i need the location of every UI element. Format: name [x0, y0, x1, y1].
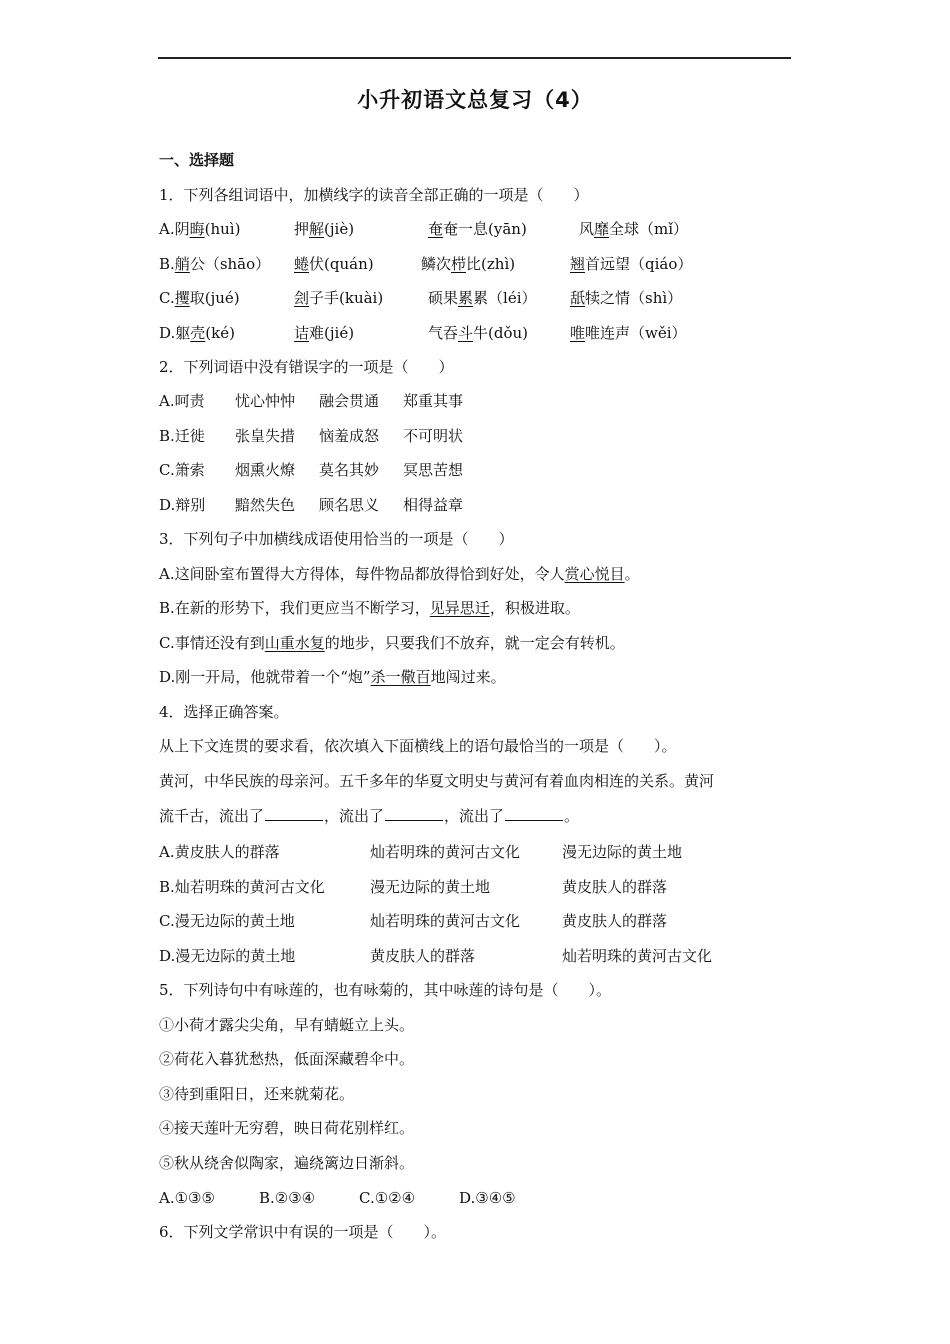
q4-option-b: B.灿若明珠的黄河古文化 漫无边际的黄土地 黄皮肤人的群落	[159, 878, 668, 896]
q3-option-c: C.事情还没有到山重水复的地步，只要我们不放弃，就一定会有转机。	[159, 634, 625, 652]
q3-option-a: A.这间卧室布置得大方得体，每件物品都放得恰到好处，令人赏心悦目。	[159, 565, 640, 583]
q6-stem: 6．下列文学常识中有误的一项是（ ）。	[159, 1223, 447, 1241]
q1-stem: 1．下列各组词语中，加横线字的读音全部正确的一项是（ ）	[159, 186, 589, 204]
q2-stem: 2．下列词语中没有错误字的一项是（ ）	[159, 358, 454, 376]
q5-poem-line: ⑤秋从绕舍似陶家，遍绕篱边日渐斜。	[159, 1154, 415, 1172]
q3-option-b: B.在新的形势下，我们更应当不断学习，见异思迁，积极进取。	[159, 599, 580, 617]
q5-poem-line: ①小荷才露尖尖角，早有蜻蜓立上头。	[159, 1016, 415, 1034]
q1-option-d: D.躯壳(ké) 诘难(jié) 气吞斗牛(dǒu) 唯唯连声（wěi）	[159, 324, 687, 342]
q5-poem-line: ④接天莲叶无穷碧，映日荷花别样红。	[159, 1119, 415, 1137]
q1-option-b: B.艄公（shāo） 蜷伏(quán) 鳞次栉比(zhì) 翘首远望（qiáo）	[159, 255, 693, 273]
q4-passage-line-1: 黄河，中华民族的母亲河。五千多年的华夏文明史与黄河有着血肉相连的关系。黄河	[159, 772, 715, 790]
q1-option-c: C.攫取(jué) 刽子手(kuài) 硕果累累（léi） 舐犊之情（shì）	[159, 289, 683, 307]
page-title: 小升初语文总复习（4）	[357, 88, 593, 112]
q2-option-a: A.呵责 忧心忡忡 融会贯通 郑重其事	[159, 392, 464, 410]
fill-blank-2	[385, 806, 443, 821]
header-rule	[158, 57, 791, 59]
q5-stem: 5．下列诗句中有咏莲的，也有咏菊的，其中咏莲的诗句是（ ）。	[159, 981, 612, 999]
q3-stem: 3．下列句子中加横线成语使用恰当的一项是（ ）	[159, 530, 514, 548]
q3-option-d: D.刚一开局，他就带着一个“炮”杀一儆百地闯过来。	[159, 668, 506, 686]
q4-passage-line-2: 流千古，流出了 ，流出了 ，流出了 。	[159, 807, 580, 825]
q4-option-a: A.黄皮肤人的群落 灿若明珠的黄河古文化 漫无边际的黄土地	[159, 843, 683, 861]
fill-blank-3	[505, 806, 563, 821]
q2-option-b: B.迁徙 张皇失措 恼羞成怒 不可明状	[159, 427, 464, 445]
section-heading: 一、选择题	[159, 151, 235, 169]
q4-stem: 4．选择正确答案。	[159, 703, 289, 721]
q2-option-d: D.辩别 黯然失色 顾名思义 相得益章	[159, 496, 464, 514]
fill-blank-1	[265, 806, 323, 821]
q4-instruction: 从上下文连贯的要求看，依次填入下面横线上的语句最恰当的一项是（ ）。	[159, 737, 677, 755]
q4-option-d: D.漫无边际的黄土地 黄皮肤人的群落 灿若明珠的黄河古文化	[159, 947, 713, 965]
q2-option-c: C.箫索 烟熏火燎 莫名其妙 冥思苦想	[159, 461, 464, 479]
q5-poem-line: ③待到重阳日，还来就菊花。	[159, 1085, 355, 1103]
q1-option-a: A.阴晦(huì) 押解(jiè) 奄奄一息(yān) 风靡全球（mǐ）	[159, 220, 689, 238]
q5-options: A.①③⑤ B.②③④ C.①②④ D.③④⑤	[159, 1189, 516, 1207]
q5-poem-line: ②荷花入暮犹愁热，低面深藏碧伞中。	[159, 1050, 415, 1068]
q4-option-c: C.漫无边际的黄土地 灿若明珠的黄河古文化 黄皮肤人的群落	[159, 912, 668, 930]
